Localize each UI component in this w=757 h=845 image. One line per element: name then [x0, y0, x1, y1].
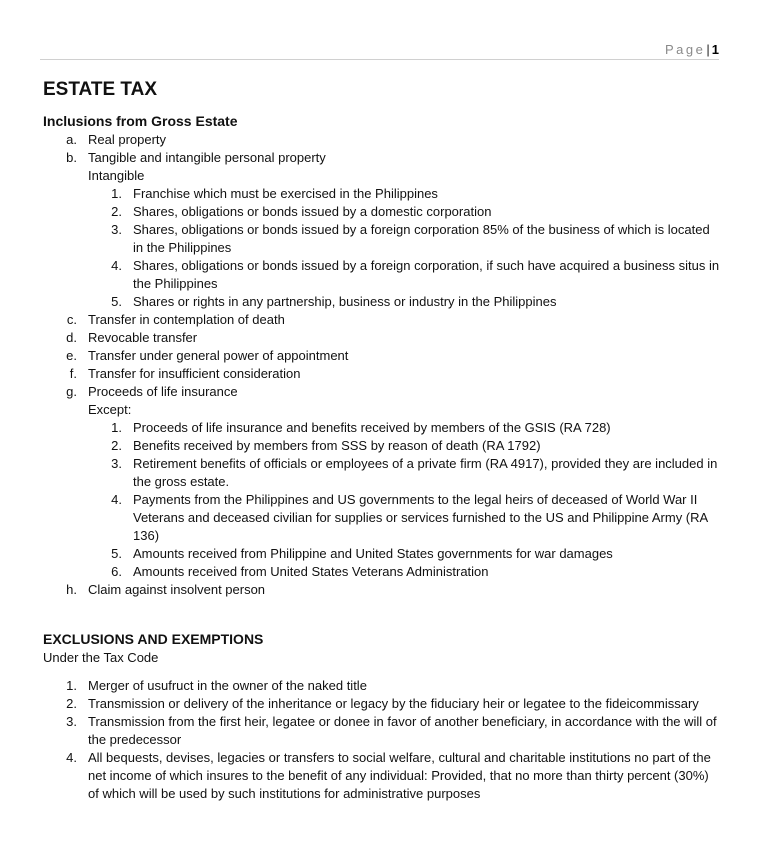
sublist-item	[88, 455, 723, 491]
list-marker: f.	[69, 366, 77, 381]
list-marker: 1.	[66, 678, 77, 693]
sublist-label: Intangible	[88, 168, 145, 183]
list-item-text: Shares, obligations or bonds issued by a foreign corporation, if such have acquired a business situs in the Philippines	[133, 258, 720, 291]
sublist-item	[88, 221, 723, 257]
exclusions-heading: EXCLUSIONS AND EXEMPTIONS	[43, 631, 264, 647]
life-insurance-exceptions-sublist	[88, 419, 723, 581]
document-title: ESTATE TAX	[43, 79, 157, 100]
list-item-text: Transmission or delivery of the inheritance or legacy by the fiduciary heir or legatee to the fideicommissary	[88, 696, 699, 711]
page-separator: |	[706, 42, 710, 57]
list-item-text: Revocable transfer	[88, 330, 198, 345]
list-item	[43, 131, 723, 149]
list-item-text: Real property	[88, 132, 167, 147]
list-marker: 4.	[111, 492, 122, 507]
list-marker: 6.	[111, 564, 122, 579]
sublist-label: Except:	[88, 402, 132, 417]
list-item-text: Shares, obligations or bonds issued by a foreign corporation 85% of the business of which is located in the Philippines	[133, 222, 710, 255]
list-item	[43, 347, 723, 365]
list-item-text: Transfer for insufficient consideration	[88, 366, 301, 381]
list-item	[43, 581, 723, 599]
sublist-item	[88, 257, 723, 293]
list-item-text: Claim against insolvent person	[88, 582, 266, 597]
list-item-text: Retirement benefits of officials or employees of a private firm (RA 4917), provided they are included in the gross estate.	[133, 456, 718, 489]
list-item-text: Transmission from the first heir, legatee or donee in favor of another beneficiary, in accordance with the will of the predecessor	[88, 714, 717, 747]
list-marker: 4.	[111, 258, 122, 273]
list-marker: a.	[66, 132, 77, 147]
list-marker: 3.	[111, 456, 122, 471]
list-item-text: Transfer under general power of appointment	[88, 348, 349, 363]
list-item	[43, 149, 723, 311]
intangible-sublist	[88, 185, 723, 311]
list-marker: 1.	[111, 186, 122, 201]
sublist-item	[88, 545, 723, 563]
sublist-item	[88, 491, 723, 545]
sublist-item	[88, 419, 723, 437]
list-marker: 2.	[66, 696, 77, 711]
sublist-item	[88, 293, 723, 311]
page-label: Page	[665, 42, 706, 57]
document-body	[43, 78, 723, 803]
list-marker: c.	[66, 312, 77, 327]
sublist-item	[88, 203, 723, 221]
list-item-text: Franchise which must be exercised in the Philippines	[133, 186, 438, 201]
list-item-text: Proceeds of life insurance	[88, 384, 238, 399]
list-item	[43, 311, 723, 329]
list-marker: e.	[66, 348, 77, 363]
list-item	[43, 749, 723, 803]
list-item-text: Benefits received by members from SSS by reason of death (RA 1792)	[133, 438, 541, 453]
list-item-text: Amounts received from Philippine and United States governments for war damages	[133, 546, 613, 561]
list-marker: 2.	[111, 204, 122, 219]
list-marker: 2.	[111, 438, 122, 453]
list-item-text: Tangible and intangible personal property	[88, 150, 326, 165]
inclusions-heading: Inclusions from Gross Estate	[43, 113, 238, 129]
sublist-item	[88, 185, 723, 203]
list-item	[43, 329, 723, 347]
list-item-text: Shares or rights in any partnership, business or industry in the Philippines	[133, 294, 557, 309]
list-item-text: Merger of usufruct in the owner of the naked title	[88, 678, 367, 693]
exclusions-subheading: Under the Tax Code	[43, 650, 159, 665]
list-item-text: Payments from the Philippines and US governments to the legal heirs of deceased of World War II Veterans and deceased civilian for supplies or services furnished to the US and Philippine Army (RA 136)	[133, 492, 708, 543]
list-marker: 1.	[111, 420, 122, 435]
list-marker: h.	[66, 582, 77, 597]
list-marker: 5.	[111, 546, 122, 561]
list-item-text: Shares, obligations or bonds issued by a domestic corporation	[133, 204, 492, 219]
exclusions-list	[43, 677, 723, 803]
list-marker: 4.	[66, 750, 77, 765]
list-marker: d.	[66, 330, 77, 345]
list-item	[43, 365, 723, 383]
sublist-item	[88, 563, 723, 581]
page-number: 1	[711, 42, 719, 57]
list-item-text: Proceeds of life insurance and benefits received by members of the GSIS (RA 728)	[133, 420, 611, 435]
list-item	[43, 383, 723, 581]
list-marker: g.	[66, 384, 77, 399]
sublist-item	[88, 437, 723, 455]
list-item-text: All bequests, devises, legacies or transfers to social welfare, cultural and charitable institutions no part of the net income of which insures to the benefit of any individual: Provided, that no more than thirty percent (30%) of which will be used by such institutions for administrative purposes	[88, 750, 711, 801]
list-marker: b.	[66, 150, 77, 165]
list-marker: 3.	[111, 222, 122, 237]
list-item-text: Transfer in contemplation of death	[88, 312, 285, 327]
page-header	[40, 40, 719, 60]
list-item	[43, 695, 723, 713]
list-item	[43, 677, 723, 695]
list-item	[43, 713, 723, 749]
list-item-text: Amounts received from United States Veterans Administration	[133, 564, 489, 579]
list-marker: 5.	[111, 294, 122, 309]
list-marker: 3.	[66, 714, 77, 729]
inclusions-list	[43, 131, 723, 599]
